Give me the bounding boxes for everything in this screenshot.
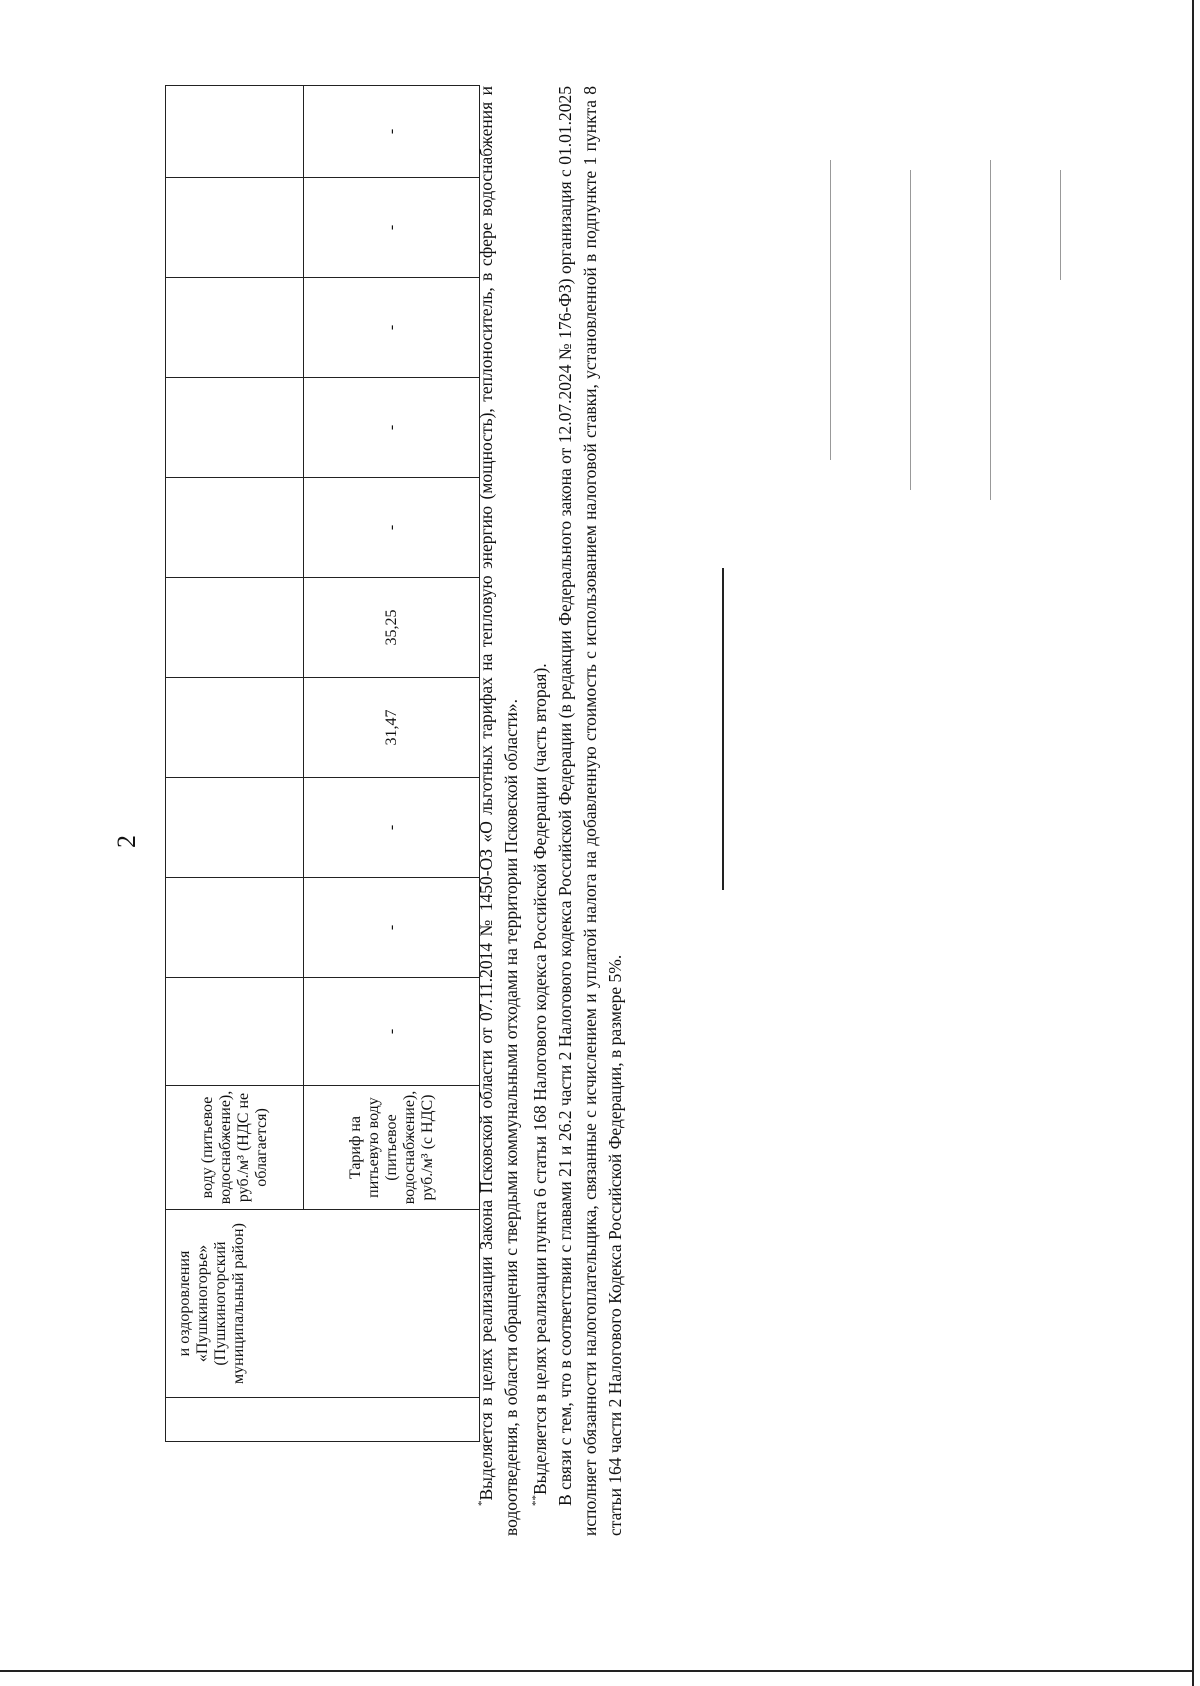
value-cell: -	[304, 378, 480, 478]
scan-noise	[990, 160, 991, 500]
vat-note: В связи с тем, что в соответствии с главами 21 и 26.2 части 2 Налогового кодекса Российской Федерации (в редакции Федерального закона от 12.07.2024 № 176-ФЗ) организация с 01.01.2025 исполняет обязанности налогоплательщика, связанные с исчислением и уплатой налога на добавленную стоимость с использованием налоговой ставки, установленной в подпункте 1 пункта 8 статьи 164 части 2 Налогового Кодекса Российской Федерации, в размере 5%.	[554, 86, 625, 1536]
page-number: 2	[112, 835, 141, 848]
footnotes	[470, 86, 628, 1536]
value-cell: 35,25	[304, 578, 480, 678]
closing-rule	[722, 568, 724, 890]
value-cell	[166, 478, 304, 578]
value-cell: 31,47	[304, 678, 480, 778]
value-cell	[166, 678, 304, 778]
organization-cell: и оздоровления «Пушкиногорье» (Пушкиногорский муниципальный район)	[166, 1210, 480, 1398]
value-cell: -	[304, 778, 480, 878]
tariff-table	[165, 85, 480, 1442]
value-cell: -	[304, 978, 480, 1086]
value-cell: -	[304, 878, 480, 978]
footnote-2: **Выделяется в целях реализации пункта 6 статьи 168 Налогового кодекса Российской Федерации (часть вторая).	[529, 663, 550, 1506]
scan-noise	[1060, 170, 1061, 280]
tariff-label-cell: воду (питьевое водоснабжение), руб./м³ (НДС не облагается)	[166, 1086, 304, 1210]
value-cell	[166, 86, 304, 178]
footnote-1: *Выделяется в целях реализации Закона Псковской области от 07.11.2014 № 1450-ОЗ «О льготных тарифах на тепловую энергию (мощность), теплоноситель, в сфере водоснабжения и водоотведения, в области обращения с твердыми коммунальными отходами на территории Псковской области».	[475, 86, 521, 1536]
scan-noise	[910, 170, 911, 490]
value-cell: -	[304, 278, 480, 378]
value-cell	[166, 978, 304, 1086]
value-cell: -	[304, 86, 480, 178]
value-cell	[166, 778, 304, 878]
table-row	[166, 86, 304, 1442]
value-cell: -	[304, 178, 480, 278]
tariff-label-cell: Тариф на питьевую воду (питьевое водоснабжение), руб./м³ (с НДС)	[304, 1086, 480, 1210]
value-cell	[166, 378, 304, 478]
scan-noise	[830, 160, 831, 460]
row-number-cell	[166, 1398, 480, 1442]
value-cell	[166, 278, 304, 378]
value-cell: -	[304, 478, 480, 578]
value-cell	[166, 178, 304, 278]
value-cell	[166, 878, 304, 978]
value-cell	[166, 578, 304, 678]
